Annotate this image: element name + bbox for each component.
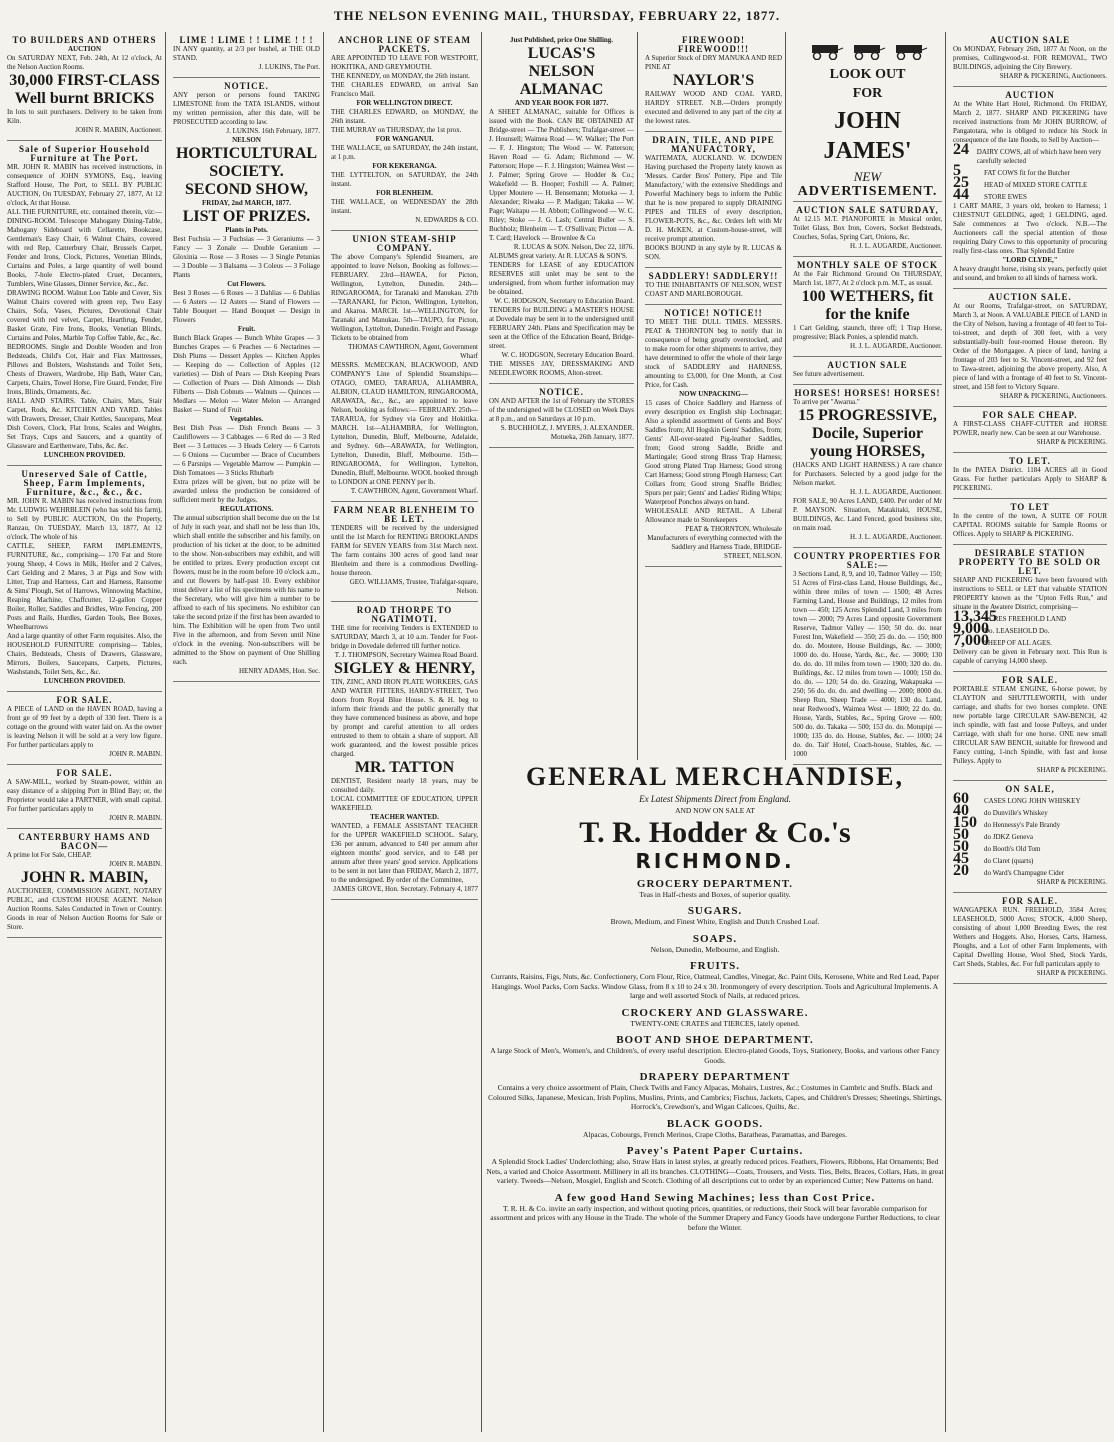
ad-heading: ON SALE, <box>1005 784 1055 794</box>
masthead: THE NELSON EVENING MAIL, THURSDAY, FEBRUARY 22, 1877. <box>333 8 781 23</box>
ad-display-line: 30,000 FIRST-CLASS Well burnt BRICKS <box>9 72 160 107</box>
lot-description: ACRES FREEHOLD LAND <box>984 615 1067 623</box>
ad-body: SHARP AND PICKERING have been favoured with instructions to SELL or LET that valuable STATION PROPERTY known as the "Upton Fells Run," and situate in the Awatere District, comprising— <box>953 576 1107 611</box>
lot-row <box>953 174 1107 191</box>
ad-body: Extra prizes will be given, but no prize will be awarded unless the production be considered of sufficient merit by the Judges. <box>173 478 320 504</box>
ad-body: The above Company's Splendid Steamers, are appointed to leave Nelson, Booking as follows:— FEBRUARY. 23rd—HAWEA, for Picton, Wellington, Lyttelton, Dunedin. 24th—RINGAROOMA, for Taranaki and Manukau. 27th—TARANAKI, for Picton, Wellington, Lyttelton, and Akaroa. MARCH. 1st—WELLINGTON, for Taranaki and Manukau. 5th—TAUPO, for Picton, Wellington, Lyttelton, Dunedin. Freight and Passage Tickets to be obtained from <box>331 253 478 342</box>
ad-subheading: AND YEAR BOOK FOR 1877. <box>514 99 609 107</box>
ad-body: (HACKS AND LIGHT HARNESS.) A rare chance for Purchasers. Selected by a good judge for the Nelson market. <box>793 461 942 487</box>
lot-number: 5 <box>953 162 961 179</box>
ad-heading: TO LET <box>1010 502 1050 512</box>
ad-body: THE MISSES JAY, DRESSMAKING AND NEEDLEWORK ROOMS, Alton-street. <box>489 360 634 377</box>
merch-closing: T. R. H. & Co. invite an early inspection, and without quoting prices, quantities, or reductions, their Stock will bear favorable comparison for assortment and prices with any House in the Trade. The whole of the Summer Drapery and Fancy Goods have undergone Further Reductions, to clear before the Winter. <box>490 1203 940 1232</box>
ad-body: And a large quantity of other Farm requisites. Also, the HOUSEHOLD FURNITURE comprising— Tables, Chairs, Bedsteads, Chests of Drawers, Glassware, Mirrors, Boilers, Saucepans, Carpets, Pictures, Washstands, Toilet Sets, &c., &c. <box>7 632 162 676</box>
ad-body: A SAW-MILL, worked by Steam-power, within an easy distance of a shipping Port in Blind Bay; or, the Proprietor would take a PARTNER, with small capital. For further particulars apply to <box>7 778 162 813</box>
ad-heading: DESIRABLE STATION PROPERTY TO BE SOLD OR LET. <box>958 548 1102 576</box>
ad-subheading: TEACHER WANTED. <box>370 813 439 821</box>
lot-number: 20 <box>953 862 969 879</box>
lot-row <box>953 838 1107 855</box>
ad-block <box>645 268 782 305</box>
lot-description: do Hennessy's Pale Brandy <box>984 821 1061 829</box>
ad-heading: NOTICE. <box>224 81 269 91</box>
merch-soaps-head: SOAPS. <box>692 932 738 945</box>
ad-signature: JOHN R. MABIN. <box>109 860 162 868</box>
column-2 <box>170 32 324 1432</box>
ad-signature: JOHN R. MABIN, Auctioneer. <box>75 126 162 134</box>
merch-sugars-text: Brown, Medium, and Finest White, English and Dutch Crushed Loaf. <box>610 917 820 926</box>
ad-body: TIN, ZINC, AND IRON PLATE WORKERS, GAS AND WATER FITTERS, HARDY-STREET, Two doors from Royal Blue House. S. & H. beg to inform their friends and the public generally that they have commenced business as above, and hope by prompt and careful attention to all orders entrusted to them to obtain a share of support. All work guaranteed, and the lowest possible prices charged. <box>331 678 478 758</box>
merch-crockery-head: CROCKERY AND GLASSWARE. <box>621 1006 809 1019</box>
ad-heading: NOTICE. <box>539 387 584 397</box>
ad-body: BOOKS BOUND in any style by R. LUCAS & SON. <box>645 244 782 261</box>
ad-block <box>173 32 320 78</box>
ad-subheading: Cut Flowers. <box>227 280 266 288</box>
ad-signature: H. J. L. AUGARDE, Auctioneer. <box>850 533 942 541</box>
ad-signature: H. J. L. AUGARDE, Auctioneer. <box>850 242 942 250</box>
merch-drapery-text: Contains a very choice assortment of Plain, Check Twills and Fancy Alpacas, Mohairs, Lustres, &c.; Costumes in Cambric and Stuffs. Black and Coloured Silks, Japanese, Mexican, Irish Poplins, Muslins, Prints, and Cambrics; Fischus, Jackets, Capes, and Children's Dresses; Sheetings, Shirtings, Horrock's, Crewdson's, and Wigan Calicoes, Quilts, &c. <box>488 1083 942 1111</box>
ad-body: On SATURDAY NEXT, Feb. 24th, At 12 o'clock, At the Nelson Auction Rooms. <box>7 54 162 71</box>
ad-body: A PIECE of LAND on the HAVEN ROAD, having a front ge of 99 feet by a depth of 330 feet. There is a cottage on the ground with water laid on. As the owner is leaving Nelson it will be sold at a very low figure. For further particulars apply to <box>7 705 162 749</box>
merch-firm: T. R. Hodder & Co.'s <box>579 815 851 849</box>
ad-subheading: FRIDAY, 2nd MARCH, 1877. <box>202 199 291 207</box>
ad-subheading: LUNCHEON PROVIDED. <box>43 451 126 459</box>
ad-subheading: FOR WANGANUI. <box>375 135 434 143</box>
ad-signature: SHARP & PICKERING, Auctioneers. <box>999 392 1107 400</box>
ad-display-line: 100 WETHERS, fit for the knife <box>801 288 934 323</box>
ad-signature: SHARP & PICKERING. <box>1036 878 1107 886</box>
merch-grocery-head: GROCERY DEPARTMENT. <box>636 877 794 890</box>
ad-body: At 12.15 M.T. PIANOFORTE in Musical order, Toilet Glass, Box Iron, Covers, Socket Bedsteads, Couches, Sofas, Spring Cart, Onions, &c. <box>793 215 942 241</box>
ad-body: A SHEET ALMANAC, suitable for Offices is issued with the Book. CAN BE OBTAINED AT Bridge-street — The Publishers; Trafalgar-street — J. Hounsell; Waimea Road — W. Walker; The Port — F. J. Hingston; The Wood — W. Patterson; Haven Road — G. Adam; Richmond — W. Patterson; Hope — F. J. Hingston; Waimea West — J. Palmer; Spring Grove — Hodder & Co.; Wakefield — B. Hooper; Foxhill — A. Palmer; Upper Moutere — H. Bensemann; Motueka — J. Alexander; Riwaka — P. Madigan; Takaka — W. Page; Waitapu — H. Abbott; Collingwood — W. C. Riley; Stoke — J. G. Lash; Central Buller — S. Buchholz; Blenheim — T. O'Sullivan; Picton — A. T. Card; Havelock — Brownlee & Co <box>489 108 634 242</box>
ad-body: 1 CART MARE, 3 years old, broken to Harness; 1 CHESTNUT GELDING, aged; 1 GELDING, aged. Sale commences at Two o'clock. N.B.—The Auctioneers call the special attention of those requiring Dairy Cows to this opportunity of procuring really first-class ones. That Splendid Entire <box>953 202 1107 255</box>
ad-display-line: NAYLOR'S <box>672 72 755 89</box>
lot-description: Do. LEASEHOLD Do. <box>984 627 1050 635</box>
lot-row <box>953 814 1107 831</box>
lot-row <box>953 632 1107 649</box>
ad-body: Delivery can be given in February next. This Run is capable of carrying 14,000 sheep. <box>953 648 1107 665</box>
lot-number: 25 <box>953 174 969 191</box>
column-5 <box>642 32 786 760</box>
ad-subheading: FOR WELLINGTON DIRECT. <box>356 99 453 107</box>
ad-body: CATTLE, SHEEP, FARM IMPLEMENTS, FURNITURE, &c., comprising— 170 Fat and Store young Sheep, 4 Cows in Milk, Heifer and 2 Calves, Cart Gelding and 2 Mares, 3 at Pigs and Sow with Litter, Trap and Harness, Cart and Harness, Ransome & Sims' Plough, Set of Harrows, Winnowing Machine, Reaping Machine, Chaffcutter, 12-gallon Copper Boiler, Roller, Saddles and Bridles, Wire Fencing, 200 Posts and Rails, Hurdles, Garden Tools, Bee Boxes, Wheelbarrows <box>7 542 162 631</box>
lot-description: STORE EWES <box>984 193 1027 201</box>
lot-number: 45 <box>953 850 969 867</box>
ad-signature: W. C. HODGSON, Secretary to Education Board. <box>494 297 634 305</box>
lot-row <box>953 162 1107 179</box>
ad-heading: FOR SALE. <box>1001 896 1058 906</box>
ad-body: TENDERS will be received by the undersigned until the 1st March for RENTING BROOKLANDS FARM for SEVEN YEARS from 31st March next. The farm contains 300 acres of good land near Blenheim and there is a commodious Dwelling-house thereon. <box>331 524 478 577</box>
look-out-lookout1: LOOK OUT <box>829 67 906 82</box>
ad-body: FOR SALE, 90 Acres LAND, £400. Per order of Mr P. MAYSON. Situation, Matakitaki, HOUSE, BUILDINGS, &c. Land Fenced, good business site, on main road. <box>793 497 942 532</box>
column-6 <box>790 32 946 1432</box>
lot-description: do Claret (quarts) <box>984 857 1034 865</box>
ad-display-line: LUCAS'S <box>527 45 596 62</box>
ad-block <box>489 384 634 448</box>
ad-subheading: "LORD CLYDE," <box>1002 256 1058 264</box>
ad-block <box>331 32 478 231</box>
ad-heading: UNION STEAM-SHIP COMPANY. <box>352 234 457 253</box>
column-4 <box>486 32 638 760</box>
ad-subheading: Plants in Pots. <box>225 226 268 234</box>
ad-display-line: SECOND SHOW, <box>185 181 308 198</box>
lot-number: 44 <box>953 186 969 203</box>
ad-heading: SADDLERY! SADDLERY!! <box>648 271 779 281</box>
carriage-icon <box>892 42 928 60</box>
ad-heading: FIREWOOD! FIREWOOD!!! <box>678 35 749 54</box>
ad-body: DRAWING ROOM. Walnut Loo Table and Cover, Six Walnut Chairs covered with green rep, Two Easy Chairs, Sofa, Vases, Pictures, Devotional Chair covered with red velvet, Carpet, Hearthrug, Fender, Basket Grate, Fire Irons, Books, Venetian Blinds, Curtains and Poles, Marble Top Coffee Table, &c., &c. <box>7 289 162 342</box>
ad-heading: TO BUILDERS AND OTHERS <box>12 35 157 45</box>
lot-number: 24 <box>953 141 969 158</box>
ad-block <box>645 305 782 567</box>
ad-subheading: AUCTION <box>67 45 102 53</box>
ad-heading: AUCTION <box>1005 90 1055 100</box>
column-1 <box>4 32 166 1432</box>
lot-description: do Booth's Old Tom <box>984 845 1041 853</box>
ad-block <box>331 502 478 602</box>
lot-row <box>953 790 1107 807</box>
ad-body: A prime lot For Sale, CHEAP. <box>7 851 92 859</box>
vehicle-icons <box>793 42 942 60</box>
lot-row <box>953 186 1107 203</box>
ad-block <box>489 32 634 384</box>
ad-body: A heavy draught horse, rising six years, perfectly quiet and sound, and broken to all kinds of harness work. <box>953 265 1107 282</box>
ad-block <box>7 829 162 938</box>
ad-display-line: LIST OF PRIZES. <box>182 208 311 225</box>
ad-body: In lots to suit purchasers. Delivery to be taken from Kiln. <box>7 108 162 125</box>
lot-number: 40 <box>953 802 969 819</box>
ad-subheading: NELSON <box>232 136 261 144</box>
lot-number: 50 <box>953 838 969 855</box>
look-out-lookout5: ADVERTISEMENT. <box>797 184 938 199</box>
lot-number: 13,345 <box>953 608 997 625</box>
ad-block <box>953 672 1107 781</box>
ad-body: ANY person or persons found TAKING LIMESTONE from the TATA ISLANDS, without my written permission, after this date, will be PROSECUTED according to law. <box>173 91 320 126</box>
ad-subheading: LUNCHEON PROVIDED. <box>43 677 126 685</box>
ad-body: The annual subscription shall become due on the 1st of July in each year, and shall not be less than 10s, which shall entitle the subscriber and his family, on production of his ticket at the door, to be admitted to the show. Non-subscribers may exhibit, and will be entitled to prizes. Every production except cut flowers, must be in the room before 10 o'clock a.m., and cut flowers by half-past 10. Every exhibitor must deliver a list of his specimens with his name to the Secretary, who will give him a number to be affixed to each of his specimens. No exhibitor can take the second prize if the first has been awarded to him. The Exhibition will be open from Two until Five in the afternoon, and from Seven until Nine o'clock in the evening. Non-subscribers will be admitted to the Show on payment of One Shilling each. <box>173 514 320 666</box>
merch-sugars-head: SUGARS. <box>687 905 743 917</box>
ad-heading: FOR SALE. <box>56 695 113 705</box>
ad-body: MR. JOHN R. MABIN has received instructions, in consequence of JOHN SYMONS, Esq., leaving Stafford House, The Port, to SELL BY PUBLIC AUCTION, On TUESDAY, February 27, 1877, At 12 o'clock, At that House. <box>7 163 162 207</box>
ad-body: ALBUMS great variety. At R. LUCAS & SON'S. <box>489 252 628 260</box>
ad-signature: N. EDWARDS & CO. <box>415 216 478 224</box>
ad-signature: T. CAWTHRON, Agent, Government Wharf. <box>350 487 478 495</box>
ad-block <box>331 602 478 900</box>
merch-black-text: Alpacas, Cobourgs, French Merinos, Crape Cloths, Baratheas, Paramattas, and Bareges. <box>583 1129 847 1139</box>
ad-signature: JOHN R. MABIN. <box>109 814 162 822</box>
ad-block <box>7 141 162 466</box>
ad-heading: TO LET. <box>1009 456 1051 466</box>
ad-body: THE WALLACE, on WEDNESDAY the 28th instant. <box>331 198 478 215</box>
ad-signature: J. LUKINS. 16th February, 1877. <box>226 127 320 135</box>
ad-display-line: 15 PROGRESSIVE, Docile, Superior young HORSES, <box>798 407 937 460</box>
ad-heading: NOTICE! NOTICE!! <box>664 308 763 318</box>
merch-subtitle: Ex Latest Shipments Direct from England. <box>639 794 791 804</box>
ad-body: IN ANY quantity, at 2/3 per bushel, at THE OLD STAND. <box>173 45 320 62</box>
lot-row <box>953 826 1107 843</box>
carriage-icon <box>850 42 886 60</box>
ad-body: THE KENNEDY, on MONDAY, the 26th instant. <box>331 72 470 80</box>
merch-grocery-text: Teas in Half-chests and Boxes, of superior quality. <box>639 889 791 899</box>
ad-subheading: Vegetables. <box>229 415 264 423</box>
ad-body: THE CHARLES EDWARD, on arrival San Francisco Mail. <box>331 81 478 98</box>
ad-body: ALL THE FURNITURE, etc. contained therein, viz:— DINING-ROOM. Telescope Mahogany Dining-Table, Mahogany Sideboard with Cellarette, Bookcase, Gentleman's Easy Chair, 6 Walnut Chairs, covered with red Rep, Canterbury Chair, Brussels Carpet, Fender and Irons, Clock, Pictures, Venetian Blinds, Curtains and Poles, a large quantity of well bound Books, 7-hole Electro-plated Cruet, Decanters, Tumblers, Wine Glasses, Dinner Service, &c., &c. <box>7 208 162 288</box>
ad-body: Best Dish Peas — Dish French Beans — 3 Cauliflowers — 3 Cabbages — 6 Red do — 3 Red Beet — 3 Lettuces — 3 Heads Celery — 6 Carrots — 6 Onions — Cucumber — Brace of Cucumbers — 6 Parsnips — Vegetable Marrow — Pumpkin — Dish Tomatoes — 3 Sticks Rhubarb <box>173 424 320 477</box>
ad-block <box>953 289 1107 407</box>
merch-fruits-text: Currants, Raisins, Figs, Nuts, &c. Confectionery, Corn Flour, Rice, Oatmeal, Candles, Vinegar, &c. Paint Oils, Kerosene, White and Red Lead, Paper Hangings. Wool Packs, Corn Sacks. Window Glass, from 8 x 10 to 24 x 30. Ironmongery of every description. Tools and Agricultural Implements. A large and well assorted Stock of Nails, at reduced prices. <box>490 972 940 1000</box>
lot-description: HEAD of MIXED STORE CATTLE <box>984 181 1088 189</box>
ad-body: TENDERS for BUILDING a MASTER'S HOUSE at Dovedale may be sent in to the undersigned until FEBRUARY 24th. Plans and Specification may be seen at the Office of the Education Board, Bridge-street. <box>489 306 634 350</box>
ad-signature: R. LUCAS & SON. Nelson, Dec 22, 1876. <box>513 243 634 251</box>
lot-description: DAIRY COWS, all of which have been very carefully selected <box>976 148 1102 165</box>
merch-sale: AND NOW ON SALE AT <box>675 806 755 815</box>
ad-body: THE time for receiving Tenders is EXTENDED to SATURDAY, March 3, at 10 a.m. Tender for Foot-bridge in Dovedale deferred till further notice. <box>331 624 478 650</box>
lot-description: do Ward's Champagne Cider <box>984 869 1065 877</box>
ad-heading: DRAIN, TILE, AND PIPE MANUFACTORY, <box>652 135 775 154</box>
lot-number: 50 <box>953 826 969 843</box>
ad-body: ARE APPOINTED TO LEAVE FOR WESTPORT, HOKITIKA, AND GREYMOUTH. <box>331 54 478 71</box>
ad-body: PORTABLE STEAM ENGINE, 6-horse power, by CLAYTON and SHUTTLEWORTH, with under carriage, and shafts for two horses complete. ONE new portable large CIRCULAR SAW-BENCH, 42 inch spindle, with fast and loose Pulleys, and under Carriage, with shaft for one horse. ONE new small CIRCULAR SAW BENCH, suitable for firewood and Fancy cutting, 1-inch Spindle, with fast and loose Pulleys. Apply to <box>953 685 1107 765</box>
ad-body: WAITEMATA, AUCKLAND. W. DOWDEN Having purchased the Property lately known as 'Messrs. Carder Bros' Pottery, Pipe and Tile Manufactory,' with the extensive Sheddings and Powerful Machinery begs to inform the Public that he is now prepared to supply DRAINING PIPES and TILES of every description, FLOWER-POTS, &c., &c. Orders left with Mr D. H. McKEN, at Custom-house-street, will receive prompt attention. <box>645 154 782 243</box>
ad-signature: S. BUCHHOLZ, J. MYERS, J. ALEXANDER. Motueka, 26th January, 1877. <box>500 424 634 441</box>
ad-subheading: FOR BLENHEIM. <box>376 189 433 197</box>
ad-signature: PEAT & THORNTON, Wholesale Manufacturers of everything connected with the Saddlery and Harness Trade, BRIDGE-STREET, NELSON. <box>647 525 782 560</box>
ad-block <box>953 499 1107 545</box>
merch-soaps-text: Nelson, Dunedin, Melbourne, and English. <box>650 944 780 954</box>
ad-body: THE LYTTELTON, on SATURDAY, the 24th instant. <box>331 171 478 188</box>
ad-body: BEDROOMS. Single and Double Wooden and Iron Bedsteads, Child's Cot, Hair and Flax Mattresses, Pillows and Bolsters, Washstands and Toilet Sets, Chests of Drawers, Wardrobe, Hip Bath, Water Can, Carpets, Chairs, Towel Horse, Fire Guard, Fender, Fire Irons, Blinds, Ornaments, &c. <box>7 343 162 396</box>
ad-body: See future advertisement. <box>793 370 865 378</box>
ad-body: In the centre of the town, A SUITE OF FOUR CAPITAL ROOMS suitable for Sample Rooms or Offices. Apply to SHARP & PICKERING. <box>953 512 1107 538</box>
ad-body: THE WALLACE, on SATURDAY, the 24th instant, at 1 p.m. <box>331 144 478 161</box>
look-out-ad <box>793 32 942 202</box>
ad-body: Bunch Black Grapes — Bunch White Grapes — 3 Bunches Grapes — 6 Peaches — 6 Nectarines — Dish Plums — Dessert Apples — Kitchen Apples — Keeping do — Collection of Apples (12 varieties) — Dish of Pears — Dish Keeping Pears — Collection of Pears — Dish Almonds — Dish Filberts — Dish Cobnuts — Walnuts — Quinces — Medlars — Melon — Water Melon — Arranged Basket — Stand of Fruit <box>173 334 320 414</box>
ad-block <box>793 357 942 385</box>
ad-block <box>793 385 942 548</box>
look-out-lookout4: NEW <box>853 169 882 184</box>
ad-heading: AUCTION SALE <box>827 360 908 370</box>
ad-block <box>645 132 782 268</box>
ad-signature: HENRY ADAMS, Hon. Sec. <box>238 667 320 675</box>
merch-pavey-text: A Splendid Stock Ladies' Underclothing; also, Straw Hats in latest styles, at greatly reduced prices. Feathers, Flowers, Ribbons, Hat Ornaments; Bed Nets, a varied and Choice Assortment. Millinery in all its branches. CLOTHING—Coats, Trousers, and Vests. Ties, Belts, Braces, Collars, Hats, in great variety. Tweeds—Nelson, Mosgiel, English and Scotch. Clothing of all descriptions cut to order by an experienced Cutter; New Patterns on hand. <box>486 1157 944 1185</box>
ad-block <box>953 407 1107 453</box>
ad-body: HALL AND STAIRS. Table, Chairs, Mats, Stair Carpet, Rods, &c. KITCHEN AND YARD. Tables with Drawers, Dresser, Chair Kettles, Saucepans, Meat Dish Covers, Clock, Flat Irons, Scales and Weights, Set Trays, Cups and Saucers, and a quantity of Glassware and Earthenware, Tubs, &c. &c. <box>7 397 162 450</box>
ad-body: At the White Hart Hotel, Richmond. On FRIDAY, March 2, 1877. SHARP AND PICKERING have received instructions from Mr JOHN BURROW, of Pangatotara, who is obliged to reduce his Stock in consequence of the late floods, to Sell by Auction— <box>953 100 1107 144</box>
ad-heading: FOR SALE. <box>56 768 113 778</box>
merch-drapery-head: DRAPERY DEPARTMENT <box>639 1071 791 1083</box>
merch-place: RICHMOND. <box>635 848 795 873</box>
ad-signature: H. J. L. AUGARDE, Auctioneer. <box>850 488 942 496</box>
ad-subheading: Just Published, price One Shilling. <box>509 36 614 44</box>
ad-body: On MONDAY, February 26th, 1877 At Noon, on the premises, Collingwood-st. FOR REMOVAL, TWO BUILDINGS, adjoining the City Brewery. <box>953 45 1107 71</box>
look-out-lookout3: JOHN JAMES' <box>823 108 912 164</box>
look-out-lookout2: FOR <box>852 86 883 101</box>
lot-row <box>953 141 1107 166</box>
ad-body: TO THE INHABITANTS OF NELSON, WEST COAST AND MARLBOROUGH. <box>645 281 782 298</box>
ad-heading: HORSES! HORSES! HORSES! <box>794 388 941 398</box>
ad-subheading: FOR KEKERANGA. <box>372 162 437 170</box>
ad-block <box>173 78 320 682</box>
ad-body: THE CHARLES EDWARD, on MONDAY, the 26th instant. <box>331 108 478 125</box>
ad-display-line: MR. TATTON <box>354 759 455 776</box>
column-7 <box>950 32 1110 1432</box>
ad-body: TENDERS for LEASE of any EDUCATION RESERVES still unlet may be sent to the undersigned, from whom further information may be obtained. <box>489 261 634 296</box>
ad-subheading: Fruit. <box>237 325 256 333</box>
ad-block <box>793 257 942 357</box>
ad-signature: SHARP & PICKERING. <box>1036 766 1107 774</box>
lot-number: 9,000 <box>953 620 989 637</box>
ad-body: RAILWAY WOOD AND COAL YARD, HARDY STREET. N.B.—Orders promptly executed and delivered to any part of the city at the lowest rates. <box>645 90 782 125</box>
lot-row <box>953 862 1107 879</box>
merch-crockery-text: TWENTY-ONE CRATES and TIERCES, lately opened. <box>630 1018 800 1028</box>
ad-body: ON AND AFTER the 1st of February the STORES of the undersigned will be CLOSED on Week Days at 8 p.m., and on Saturdays at 10 p.m. <box>489 397 634 423</box>
ad-heading: COUNTRY PROPERTIES FOR SALE:— <box>793 551 942 570</box>
ad-body: THE MURRAY on THURSDAY, the 1st prox. <box>331 126 462 134</box>
ad-body: 3 Sections Land, 8, 9, and 10, Tadmor Valley — 150; 51 Acres of First-class Land, House Buildings, &c., within three miles of town — 1500; 48 Acres Farming Land, House and Buildings, 12 miles from town — 450; 125 Acres Splendid Land, 3 miles from town — 2000; 79 Acres Land opposite Government Reserve, Tadmor Valley — 150; 50 do. do. near Forest Inn, Wakefield — 350; 25 do. do. — 150; 800 do. do. Moutere, House Buildings, &c. — 3000; 1000 do. do. House, Yards, &c., &c. — 3000; 130 do. do. do. 10 miles from town — 1900; 320 do. do. Buildings, &c. 12 miles from town — 1000; 150 do. do. do. — 120; 54 do. do. Grazing, Wakapuaka — 250; 56 do. do. do. and dwelling — 2000; 8000 do. Sheep Run, Sheep Trade — 4000; 130 do. Land, near Redwood's, Waimea West — 1800; 22 do. do. House, Yards, Stables, &c., Spring Grove — 600; 500 do. do. Takaka — 500; 153 do. do. Motupipi — 1000; 135 do. do. House, Stables, &c. — 1000; 24 do. do. Tait' Hotel, Coach-house, Stables, &c. — 1000 <box>793 570 942 758</box>
ad-body: At the Fair Richmond Ground On THURSDAY, March 1st, 1877, At 2 o'clock p.m. M.T., as usual. <box>793 270 942 287</box>
lot-description: SHEEP OF ALL AGES. <box>984 639 1052 647</box>
ad-body: WANTED, a FEMALE ASSISTANT TEACHER for the UPPER WAKEFIELD SCHOOL. Salary, £36 per annum, advanced to £40 per annum after eighteen months' good service, and to £48 per annum after three years' good service. Applications to be sent in not later than FRIDAY, March 2, 1877, to the undersigned. By order of the Committee, <box>331 822 478 884</box>
ad-display-line: SIGLEY & HENRY, <box>334 660 475 677</box>
ad-block <box>953 545 1107 672</box>
ad-display-line: JOHN R. MABIN, <box>20 869 149 886</box>
ad-subheading: REGULATIONS. <box>220 505 273 513</box>
ad-heading: FARM NEAR BLENHEIM TO BE LET. <box>333 505 476 524</box>
ad-body: MR. JOHN R. MABIN has received instructions from Mr. LUDWIG WEHRBLEIN (who has sold his farm), to Sell by PUBLIC AUCTION, On the Property, Ranzau, On TUESDAY, March 13, 1877, At 12 o'clock. The whole of his <box>7 497 162 541</box>
ad-heading: Sale of Superior Household Furniture at The Port. <box>18 144 151 163</box>
ad-signature: JOHN R. MABIN. <box>109 750 162 758</box>
ad-block <box>331 231 478 502</box>
ad-block <box>953 893 1107 984</box>
ad-body: LOCAL COMMITTEE OF EDUCATION, UPPER WAKEFIELD. <box>331 795 478 812</box>
ad-heading: AUCTION SALE. <box>988 292 1072 302</box>
ad-signature: W. C. HODGSON, Secretary Education Board. <box>501 351 634 359</box>
ad-body: Best Fuchsia — 3 Fuchsias — 3 Geraniums — 3 Fancy — 3 Zonale — Double Geranium — Gloxinia — Rose — 3 Roses — 3 Single Petunias — 3 Double — 3 Balsams — 3 Coleus — 3 Foliage Plants <box>173 235 320 279</box>
ad-block <box>953 453 1107 499</box>
column-3 <box>328 32 482 1432</box>
ad-display-line: NELSON ALMANAC <box>519 63 604 98</box>
lot-number: 7,000 <box>953 632 989 649</box>
ad-body: 15 cases of Choice Saddlery and Harness of every description ex English ship Lochnagar; Also a splendid assortment of Gents and Boys' Saddles from; All Hogskin Gents' Saddles, from; Gents' All-over-seated Pig-leather Saddles, from; Good strong Saddle, Bridle and Martingale; Good strong Brass Trap Harness; Good strong Plated Trap Harness; Good strong Cart Harness; Good strong Plough Harness; Cart Collars from; Good strong Snaffle Bridles; Spurs per pair; Gents' and Ladies' Riding Whips; Waterproof Ponchos always on hand. <box>645 399 782 506</box>
lot-row <box>953 850 1107 867</box>
ad-body: In the PATEA District. 1184 ACRES all in Good Grass. For further particulars Apply to SHARP & PICKERING. <box>953 466 1107 492</box>
ad-subheading: NOW UNPACKING— <box>679 390 748 398</box>
ad-heading: MONTHLY SALE OF STOCK <box>796 260 939 270</box>
ad-signature: SHARP & PICKERING. <box>1036 438 1107 446</box>
ad-signature: SHARP & PICKERING, Auctioneers. <box>999 72 1107 80</box>
ad-block <box>7 466 162 692</box>
ad-block <box>7 692 162 765</box>
ad-heading: Unreserved Sale of Cattle, Sheep, Farm Implements, Furniture, &c., &c., &c. <box>21 469 148 497</box>
carriage-icon <box>808 42 844 60</box>
ad-signature: JAMES GROVE, Hon. Secretary. February 4, 1877 <box>333 885 478 893</box>
lot-number: 60 <box>953 790 969 807</box>
ad-signature: SHARP & PICKERING. <box>1036 969 1107 977</box>
ad-heading: ROAD THORPE TO NGATIMOTI. <box>356 605 453 624</box>
ad-body: A FIRST-CLASS CHAFF-CUTTER and HORSE POWER, nearly new. Can be seen at our Warehouse. <box>953 420 1107 437</box>
ad-heading: FOR SALE CHEAP. <box>982 410 1078 420</box>
merch-machines: A few good Hand Sewing Machines; less than Cost Price. <box>554 1191 876 1204</box>
ad-heading: LIME ! LIME ! ! LIME ! ! ! <box>179 35 314 45</box>
ad-block <box>793 202 942 257</box>
ad-block <box>645 32 782 132</box>
ad-heading: ANCHOR LINE OF STEAM PACKETS. <box>338 35 471 54</box>
ad-signature: GEO. WILLIAMS, Trustee, Trafalgar-square, Nelson. <box>349 578 478 595</box>
lot-description: do Dunville's Whiskey <box>984 809 1048 817</box>
ad-heading: AUCTION SALE SATURDAY, <box>796 205 939 215</box>
ad-body: DENTIST, Resident nearly 18 years, may be consulted daily. <box>331 777 478 794</box>
ad-body: MESSRS. McMECKAN, BLACKWOOD, AND COMPANY'S Line of Splendid Steamships—OTAGO, OMEO, TARARUA, ALHAMBRA, ALBION, CLAUD HAMILTON, RINGAROOMA, ARAWATA, &c., &c., are appointed to leave Nelson, booking as follows:— FEBRUARY. 25th—TARARUA, for Sydney via Grey and Hokitika. MARCH. 1st—ALHAMBRA, for Wellington, Lyttelton, Dunedin, Bluff, Melbourne, Adelaide, and Sydney. 6th—ARAWATA, for Wellington, Lyttelton, Dunedin, Bluff, Melbourne. 15th—RINGAROOMA, for Wellington, Lyttelton, Dunedin, Bluff, Melbourne. WOOL booked through to LONDON at ONE PENNY per lb. <box>331 361 478 486</box>
lot-description: FAT COWS fit for the Butcher <box>984 169 1070 177</box>
merch-pavey-head: Pavey's Patent Paper Curtains. <box>626 1145 804 1157</box>
lot-description: do JDKZ Geneva <box>984 833 1033 841</box>
ad-body: A Superior Stock of DRY MANUKA AND RED PINE AT <box>645 54 782 71</box>
ad-body: TO MEET THE DULL TIMES. MESSRS. PEAT & THORNTON beg to notify that in consequence of being greatly overstocked, and to make room for other shipments to arrive, they have determined to offer the whole of their large stock of SADDLERY and HARNESS, amounting to £3,000, for One Month, at Cost Price, for Cash. <box>645 318 782 389</box>
ad-block <box>7 32 162 141</box>
ad-body: Best 3 Roses — 6 Roses — 3 Dahlias — 6 Dahlias — 6 Asters — 12 Asters — Stand of Flowers — Table Bouquet — Hand Bouquet — Design in Flowers <box>173 289 320 324</box>
ad-heading: CANTERBURY HAMS AND BACON— <box>18 832 151 851</box>
merch-boot-text: A large Stock of Men's, Women's, and Children's, of every useful description. Electro-plated Goods, Toys, Stationery, Books, and various other Fancy Goods. <box>490 1046 940 1065</box>
ad-heading: AUCTION SALE <box>989 35 1071 45</box>
ad-body: AUCTIONEER, COMMISSION AGENT, NOTARY PUBLIC, and CUSTOM HOUSE AGENT. Nelson Auction Rooms. Sales Conducted in Town or Country. Goods in rear of Nelson Auction Rooms for Sale or Store. <box>7 887 162 931</box>
merch-black-head: BLACK GOODS. <box>666 1117 764 1130</box>
ad-heading: FOR SALE. <box>1001 675 1058 685</box>
ad-block <box>7 765 162 829</box>
merch-fruits-head: FRUITS. <box>689 960 741 972</box>
ad-signature: T. J. THOMPSON, Secretary Waimea Road Board. <box>334 651 478 659</box>
lot-description: CASES LONG JOHN WHISKEY <box>984 797 1081 805</box>
ad-body: WHOLESALE AND RETAIL. A Liberal Allowance made to Storekeepers <box>645 507 782 524</box>
ad-signature: THOMAS CAWTHRON, Agent, Government Wharf <box>348 343 478 360</box>
ad-signature: J. LUKINS, The Port. <box>258 63 320 71</box>
ad-body: At our Rooms, Trafalgar-street, on SATURDAY, March 3, at Noon. A VALUABLE PIECE of LAND in the City of Nelson, having a frontage of 40 feet to Toi-toi-street, and depth of 300 feet, with a very substantially-built four-roomed House thereon. By Order of the Mortgagee. A piece of land, having a frontage of 203 feet to St. Vincent-street, and 92 feet to Tawa-street, adjoining the above property. Also, A piece of land with a frontage of 40 feet to St. Vincent-street, and 158 feet to Victory Square. <box>953 302 1107 391</box>
ad-block <box>953 32 1107 87</box>
ad-block <box>953 87 1107 289</box>
ad-body: WANGAPEKA RUN. FREEHOLD, 3584 Acres; LEASEHOLD, 5000 Acres; STOCK, 4,000 Sheep, consisting of about 1,000 Breeding Ewes, the rest Wethers and Hoggets. Also, Horses, Carts, Harness, Ploughs, and a Lot of other Farm Implements, with Capital Dwelling House, Wool Shed, Stock Yards, Cart Sheds, Stables, &c. For full particulars apply to <box>953 906 1107 968</box>
ad-block <box>953 781 1107 893</box>
ad-display-line: HORTICULTURAL SOCIETY. <box>175 145 318 180</box>
merch-title: GENERAL MERCHANDISE, <box>525 762 905 791</box>
ad-block <box>793 548 942 765</box>
merch-boot-head: BOOT AND SHOE DEPARTMENT. <box>616 1034 814 1046</box>
ad-signature: H. J. L. AUGARDE, Auctioneer. <box>850 342 942 350</box>
lot-number: 150 <box>953 814 977 831</box>
ad-body: To arrive per "Awarua." <box>793 398 860 406</box>
ad-body: 1 Cart Gelding, staunch, three off; 1 Trap Horse, progressive; Black Ponies, a splendid match. <box>793 324 942 341</box>
